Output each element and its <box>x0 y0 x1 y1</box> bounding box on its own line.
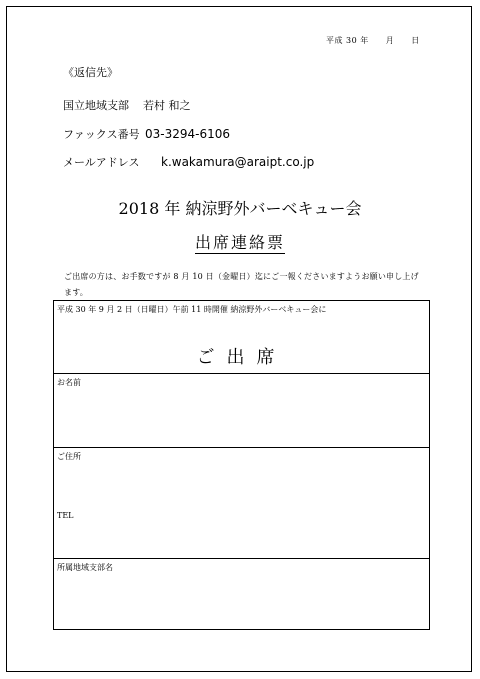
attendance-prompt: 平成 30 年 9 月 2 日（日曜日）午前 11 時開催 納涼野外バーベキュー会に <box>57 305 327 314</box>
instructions: ご出席の方は、お手数ですが 8 月 10 日（金曜日）迄にご一報くださいますようお願い申し上げます。 <box>64 272 419 297</box>
form-title-wrap <box>0 230 480 253</box>
address-label: ご住所 <box>57 452 81 461</box>
date-line: 平成 30 年 月 日 <box>326 36 420 45</box>
event-title: 2018 年 納涼野外バーベキュー会 <box>118 199 362 218</box>
return-address-label: 《返信先》 <box>63 66 118 79</box>
attendance-cell <box>54 301 430 374</box>
attendance-form <box>53 300 430 630</box>
branch-label: 国立地域支部 <box>63 99 129 112</box>
email-label: メールアドレス <box>63 156 140 169</box>
fax-row <box>63 126 230 142</box>
branch-contact-row <box>63 97 191 113</box>
address-field[interactable] <box>54 448 430 559</box>
email-row <box>63 154 314 170</box>
name-label: お名前 <box>57 378 81 387</box>
form-title: 出席連絡票 <box>194 233 285 252</box>
attendance-value: ご出席 <box>196 347 287 368</box>
name-field[interactable] <box>54 374 430 448</box>
branch-field-label: 所属地域支部名 <box>57 563 113 572</box>
fax-number: 03-3294-6106 <box>145 127 231 141</box>
branch-contact-name: 若村 和之 <box>143 99 191 112</box>
email-address: k.wakamura@araipt.co.jp <box>161 155 315 169</box>
tel-label: TEL <box>57 511 74 520</box>
branch-field[interactable] <box>54 559 430 630</box>
fax-label: ファックス番号 <box>63 128 140 141</box>
